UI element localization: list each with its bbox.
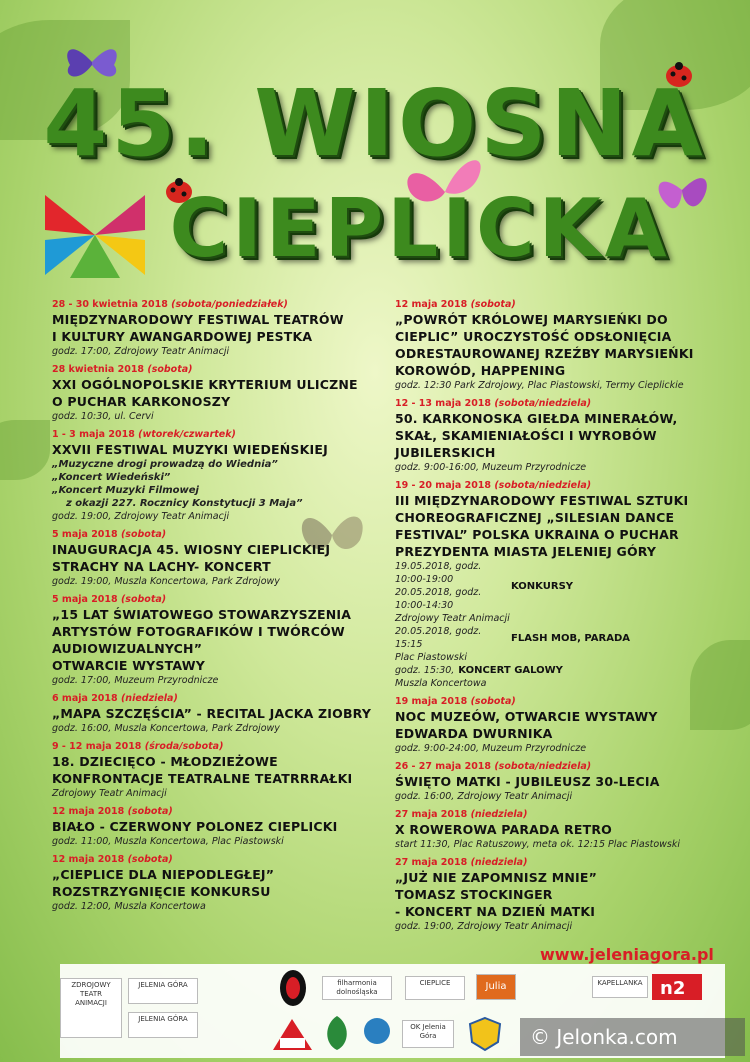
event-item bbox=[52, 298, 382, 358]
svg-text:n2: n2 bbox=[660, 978, 686, 999]
event-title: III MIĘDZYNARODOWY FESTIWAL SZTUKI bbox=[395, 493, 689, 508]
event-info: 19.05.2018, godz. 10:00-19:00 bbox=[395, 561, 482, 585]
event-title: EDWARDA DWURNIKA bbox=[395, 726, 553, 741]
event-info: godz. 12:30 Park Zdrojowy, Plac Piastowski, Termy Cieplickie bbox=[395, 380, 684, 391]
event-title: INAUGURACJA 45. WIOSNY CIEPLICKIEJ bbox=[52, 542, 331, 557]
event-item bbox=[52, 593, 382, 687]
event-date: 12 - 13 maja 2018 bbox=[395, 398, 492, 409]
event-info: godz. 16:00, Zdrojowy Teatr Animacji bbox=[395, 791, 573, 802]
event-days: (sobota) bbox=[470, 299, 516, 310]
event-date: 12 maja 2018 bbox=[395, 299, 468, 310]
event-info: godz. 19:00, Zdrojowy Teatr Animacji bbox=[395, 921, 573, 932]
event-date: 26 - 27 maja 2018 bbox=[395, 761, 492, 772]
event-days: (środa/sobota) bbox=[144, 741, 224, 752]
event-info: start 11:30, Plac Ratuszowy, meta ok. 12:15 Plac Piastowski bbox=[395, 839, 680, 850]
event-info: godz. 17:00, Muzeum Przyrodnicze bbox=[52, 675, 219, 686]
sponsor-logo: ZDROJOWY TEATR ANIMACJI bbox=[60, 978, 122, 1038]
event-title: XXVII FESTIWAL MUZYKI WIEDEŃSKIEJ bbox=[52, 442, 328, 457]
event-item bbox=[395, 298, 730, 392]
event-days: (niedziela) bbox=[470, 809, 528, 820]
event-info: godz. 11:00, Muszla Koncertowa, Plac Piastowski bbox=[52, 836, 284, 847]
sponsor-emblem-icon bbox=[322, 1014, 352, 1052]
event-days: (sobota) bbox=[120, 594, 167, 605]
event-item bbox=[395, 479, 730, 690]
website-link[interactable]: www.jeleniagora.pl bbox=[540, 945, 714, 964]
event-days: (sobota/niedziela) bbox=[494, 480, 592, 491]
event-days: (sobota/niedziela) bbox=[494, 761, 592, 772]
event-title: JUBILERSKICH bbox=[395, 445, 496, 460]
event-item bbox=[395, 856, 730, 933]
event-days: (sobota/niedziela) bbox=[494, 398, 592, 409]
event-title: XXI OGÓLNOPOLSKIE KRYTERIUM ULICZNE bbox=[52, 377, 358, 392]
event-tag: KONCERT GALOWY bbox=[458, 665, 563, 676]
event-title: BIAŁO - CZERWONY POLONEZ CIEPLICKI bbox=[52, 819, 338, 834]
sponsor-emblem-icon bbox=[362, 1016, 392, 1050]
event-title: FESTIVAL” POLSKA UKRAINA O PUCHAR bbox=[395, 527, 679, 542]
event-info: godz. 12:00, Muszla Koncertowa bbox=[52, 901, 206, 912]
event-title: „15 LAT ŚWIATOWEGO STOWARZYSZENIA bbox=[52, 607, 352, 622]
watermark: © Jelonka.com bbox=[520, 1018, 745, 1056]
title-line2: CIEPLICKA bbox=[169, 182, 671, 275]
event-days: (niedziela) bbox=[470, 857, 528, 868]
sponsor-logo: CIEPLICE bbox=[405, 976, 465, 1000]
sponsor-logo: filharmonia dolnośląska bbox=[322, 976, 392, 1000]
event-title: O PUCHAR KARKONOSZY bbox=[52, 394, 231, 409]
event-title: ROZSTRZYGNIĘCIE KONKURSU bbox=[52, 884, 271, 899]
event-date: 12 maja 2018 bbox=[52, 854, 125, 865]
event-info: 20.05.2018, godz. 10:00-14:30 bbox=[395, 587, 482, 611]
events-left-column bbox=[52, 298, 382, 918]
event-item bbox=[395, 760, 730, 803]
event-title: AUDIOWIZUALNYCH” bbox=[52, 641, 203, 656]
event-subtitle: „Koncert Muzyki Filmowej bbox=[52, 485, 199, 496]
event-info: godz. 15:30, bbox=[395, 665, 455, 676]
event-title: TOMASZ STOCKINGER bbox=[395, 887, 553, 902]
event-days: (sobota/poniedziałek) bbox=[171, 299, 288, 310]
event-info: Zdrojowy Teatr Animacji bbox=[52, 788, 167, 799]
event-date: 12 maja 2018 bbox=[52, 806, 125, 817]
event-title: CIEPLIC” UROCZYSTOŚĆ ODSŁONIĘCIA bbox=[395, 329, 672, 344]
event-date: 5 maja 2018 bbox=[52, 594, 118, 605]
event-title: ODRESTAUROWANEJ RZEŹBY MARYSIEŃKI bbox=[395, 346, 694, 361]
event-item bbox=[52, 692, 382, 735]
event-tag: KONKURSY bbox=[511, 580, 574, 592]
event-info: godz. 19:00, Muszla Koncertowa, Park Zdrojowy bbox=[52, 576, 280, 587]
event-date: 28 - 30 kwietnia 2018 bbox=[52, 299, 168, 310]
event-days: (sobota) bbox=[120, 529, 167, 540]
event-subtitle: „Koncert Wiedeński” bbox=[52, 472, 171, 483]
event-item bbox=[395, 695, 730, 755]
event-date: 1 - 3 maja 2018 bbox=[52, 429, 135, 440]
sponsor-emblem-icon bbox=[468, 1016, 502, 1052]
event-title: MIĘDZYNARODOWY FESTIWAL TEATRÓW bbox=[52, 312, 344, 327]
event-title: OTWARCIE WYSTAWY bbox=[52, 658, 205, 673]
event-title: - KONCERT NA DZIEŃ MATKI bbox=[395, 904, 596, 919]
event-title: CHOREOGRAFICZNEJ „SILESIAN DANCE bbox=[395, 510, 675, 525]
wiosna-logo-icon bbox=[40, 190, 150, 280]
event-info: godz. 9:00-16:00, Muzeum Przyrodnicze bbox=[395, 462, 587, 473]
event-date: 9 - 12 maja 2018 bbox=[52, 741, 142, 752]
event-subtitle: z okazji 227. Rocznicy Konstytucji 3 Maja” bbox=[66, 498, 303, 509]
sponsor-emblem-icon bbox=[652, 974, 702, 1000]
event-title: KONFRONTACJE TEATRALNE TEATRRRAŁKI bbox=[52, 771, 353, 786]
event-info: godz. 16:00, Muszla Koncertowa, Park Zdrojowy bbox=[52, 723, 280, 734]
event-item bbox=[52, 528, 382, 588]
event-info: Muszla Koncertowa bbox=[395, 678, 487, 689]
title-line1: 45. WIOSNA bbox=[43, 70, 707, 177]
event-title: STRACHY NA LACHY- KONCERT bbox=[52, 559, 271, 574]
event-item bbox=[395, 808, 730, 851]
event-date: 19 maja 2018 bbox=[395, 696, 468, 707]
event-title: SKAŁ, SKAMIENIAŁOŚCI I WYROBÓW bbox=[395, 428, 657, 443]
events-right-column bbox=[395, 298, 730, 938]
event-info: godz. 19:00, Zdrojowy Teatr Animacji bbox=[52, 511, 230, 522]
event-title: „MAPA SZCZĘŚCIA” - RECITAL JACKA ZIOBRY bbox=[52, 706, 372, 721]
event-info: godz. 10:30, ul. Cervi bbox=[52, 411, 154, 422]
event-info: Plac Piastowski bbox=[395, 652, 467, 663]
event-days: (sobota) bbox=[470, 696, 516, 707]
event-title: PREZYDENTA MIASTA JELENIEJ GÓRY bbox=[395, 544, 657, 559]
event-title: I KULTURY AWANGARDOWEJ PESTKA bbox=[52, 329, 313, 344]
event-item bbox=[52, 805, 382, 848]
event-item bbox=[395, 397, 730, 474]
event-title: ARTYSTÓW FOTOGRAFIKÓW I TWÓRCÓW bbox=[52, 624, 345, 639]
event-info: godz. 9:00-24:00, Muzeum Przyrodnicze bbox=[395, 743, 587, 754]
event-title: „JUŻ NIE ZAPOMNISZ MNIE” bbox=[395, 870, 598, 885]
sponsor-logo: JELENIA GÓRA bbox=[128, 978, 198, 1004]
sponsor-emblem-icon bbox=[278, 968, 308, 1008]
event-days: (sobota) bbox=[147, 364, 193, 375]
event-title: 50. KARKONOSKA GIEŁDA MINERAŁÓW, bbox=[395, 411, 678, 426]
event-days: (sobota) bbox=[127, 854, 173, 865]
sponsor-logo: Julia bbox=[476, 974, 516, 1000]
event-title: ŚWIĘTO MATKI - JUBILEUSZ 30-LECIA bbox=[395, 774, 660, 789]
event-title: 18. DZIECIĘCO - MŁODZIEŻOWE bbox=[52, 754, 278, 769]
event-item bbox=[52, 428, 382, 523]
event-title: X ROWEROWA PARADA RETRO bbox=[395, 822, 613, 837]
event-item bbox=[52, 363, 382, 423]
sponsor-emblem-icon bbox=[270, 1016, 315, 1052]
event-item bbox=[52, 740, 382, 800]
event-title: „CIEPLICE DLA NIEPODLEGŁEJ” bbox=[52, 867, 275, 882]
event-title: „POWRÓT KRÓLOWEJ MARYSIEŃKI DO bbox=[395, 312, 668, 327]
event-date: 27 maja 2018 bbox=[395, 857, 468, 868]
leaf-decoration bbox=[0, 420, 50, 480]
sponsor-logo: JELENIA GÓRA bbox=[128, 1012, 198, 1038]
event-date: 19 - 20 maja 2018 bbox=[395, 480, 492, 491]
event-date: 27 maja 2018 bbox=[395, 809, 468, 820]
event-tag: FLASH MOB, PARADA bbox=[511, 632, 630, 644]
event-info: godz. 17:00, Zdrojowy Teatr Animacji bbox=[52, 346, 230, 357]
event-title: NOC MUZEÓW, OTWARCIE WYSTAWY bbox=[395, 709, 658, 724]
event-title: KOROWÓD, HAPPENING bbox=[395, 363, 566, 378]
event-info: 20.05.2018, godz. 15:15 bbox=[395, 626, 482, 650]
event-days: (niedziela) bbox=[120, 693, 178, 704]
event-days: (wtorek/czwartek) bbox=[138, 429, 236, 440]
sponsor-logo: KAPELLANKA bbox=[592, 976, 648, 998]
event-date: 28 kwietnia 2018 bbox=[52, 364, 145, 375]
event-days: (sobota) bbox=[127, 806, 173, 817]
event-info: Zdrojowy Teatr Animacji bbox=[395, 613, 510, 624]
sponsor-logo: OK Jelenia Góra bbox=[402, 1020, 454, 1048]
event-item bbox=[52, 853, 382, 913]
event-date: 6 maja 2018 bbox=[52, 693, 118, 704]
event-date: 5 maja 2018 bbox=[52, 529, 118, 540]
event-subtitle: „Muzyczne drogi prowadzą do Wiednia” bbox=[52, 459, 278, 470]
